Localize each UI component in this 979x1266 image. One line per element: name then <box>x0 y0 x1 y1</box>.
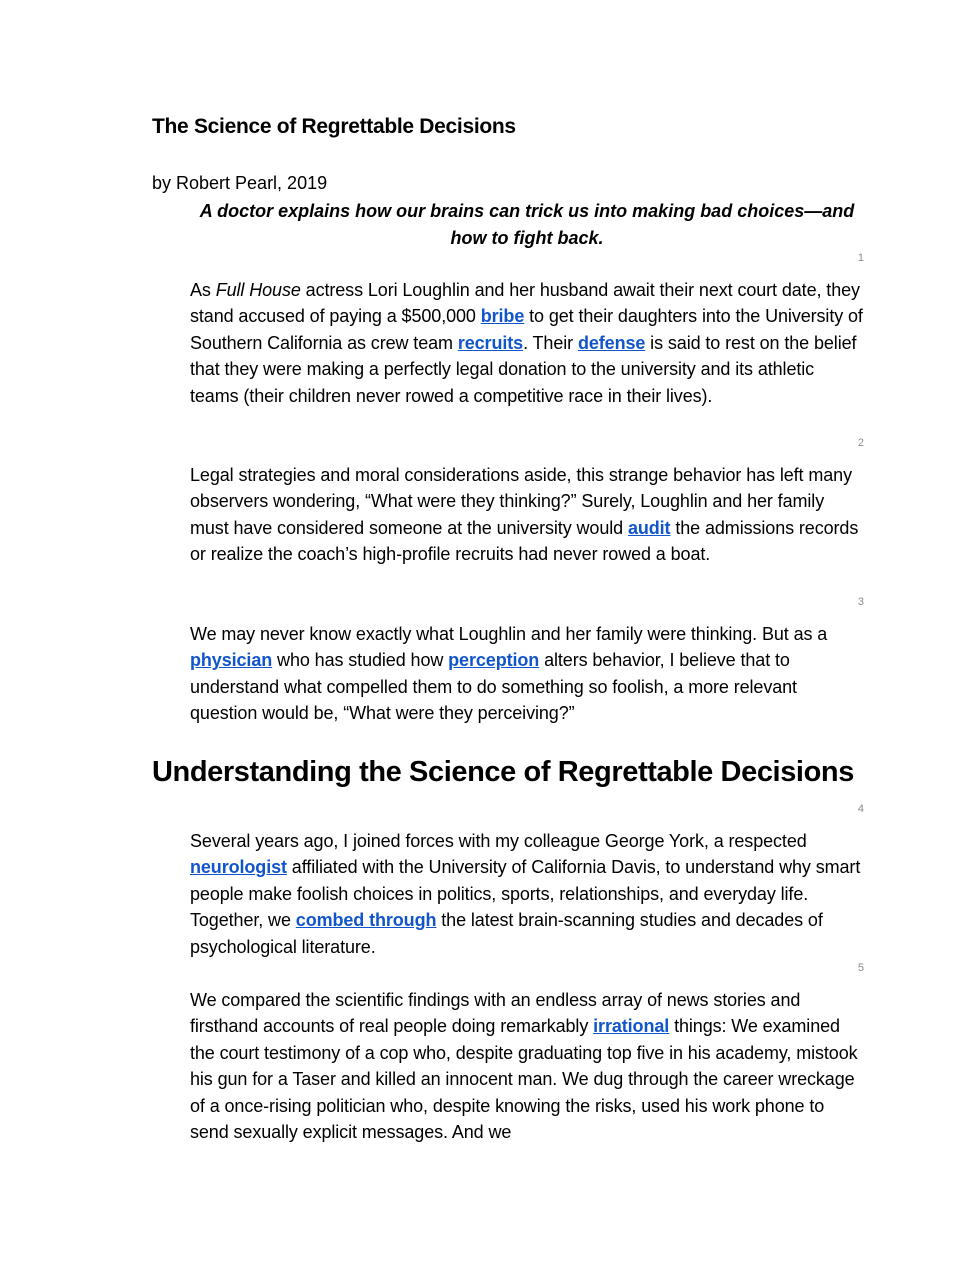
paragraph-1 <box>190 277 866 409</box>
paragraph-number: 3 <box>857 596 864 608</box>
paragraph-3 <box>190 621 866 727</box>
text-segment: things: We examined the court testimony of a cop who, despite graduating top five in his academy, mistook his gun for a Taser and killed an innocent man. We dug through the career wreckage of a once-rising politician who, despite knowing the risks, used his work phone to send sexually explicit messages. And we <box>190 1016 858 1143</box>
text-segment: actress Lori Loughlin and her husband await their next court date, they stand accused of paying a $500,000 <box>190 280 860 327</box>
link-audit[interactable]: audit <box>627 517 671 538</box>
paragraph-number: 4 <box>857 803 864 815</box>
text-segment: the latest brain-scanning studies and decades of psychological literature. <box>190 910 823 957</box>
paragraph-4 <box>190 828 866 960</box>
text-segment: is said to rest on the belief that they were making a perfectly legal donation to the university and its athletic teams (their children never rowed a competitive race in their lives). <box>190 332 857 406</box>
link-combed-through[interactable]: combed through <box>295 910 437 931</box>
document-title: The Science of Regrettable Decisions <box>152 115 516 138</box>
text-segment: . Their <box>523 332 578 353</box>
link-defense[interactable]: defense <box>577 332 646 353</box>
link-neurologist[interactable]: neurologist <box>190 857 287 878</box>
text-segment: Legal strategies and moral considerations aside, this strange behavior has left many observers wondering, “What were they thinking?” Surely, Loughlin and her family must have considered someone at the university would <box>190 465 852 538</box>
paragraph-5 <box>190 987 866 1145</box>
link-irrational[interactable]: irrational <box>593 1016 670 1037</box>
link-physician[interactable]: physician <box>190 650 273 671</box>
text-segment: to get their daughters into the University of Southern California as crew team <box>190 306 863 353</box>
text-segment: affiliated with the University of California Davis, to understand why smart people make foolish choices in politics, sports, relationships, and everyday life. Together, we <box>190 857 861 931</box>
text-segment: who has studied how <box>272 650 449 671</box>
italic-text: Full House <box>215 280 301 300</box>
paragraph-number: 5 <box>857 962 864 974</box>
link-recruits[interactable]: recruits <box>457 332 524 353</box>
text-segment: alters behavior, I believe that to understand what compelled them to do something so foolish, a more relevant question would be, “What were they perceiving?” <box>190 650 797 724</box>
byline: by Robert Pearl, 2019 <box>152 173 328 193</box>
paragraph-2 <box>190 462 866 568</box>
text-segment: We may never know exactly what Loughlin and her family were thinking. But as a <box>190 624 828 644</box>
paragraph-number: 1 <box>857 252 864 264</box>
text-segment: the admissions records or realize the coach’s high-profile recruits had never rowed a boat. <box>190 517 859 565</box>
paragraph-number: 2 <box>857 437 864 449</box>
link-bribe[interactable]: bribe <box>480 306 525 327</box>
subtitle: A doctor explains how our brains can trick us into making bad choices—and how to fight back. <box>199 201 855 248</box>
text-segment: We compared the scientific findings with an endless array of news stories and firsthand accounts of real people doing remarkably <box>190 990 801 1037</box>
link-perception[interactable]: perception <box>448 650 540 671</box>
text-segment: As <box>190 280 216 300</box>
text-segment: Several years ago, I joined forces with my colleague George York, a respected <box>190 831 807 851</box>
section-heading: Understanding the Science of Regrettable Decisions <box>152 756 854 788</box>
